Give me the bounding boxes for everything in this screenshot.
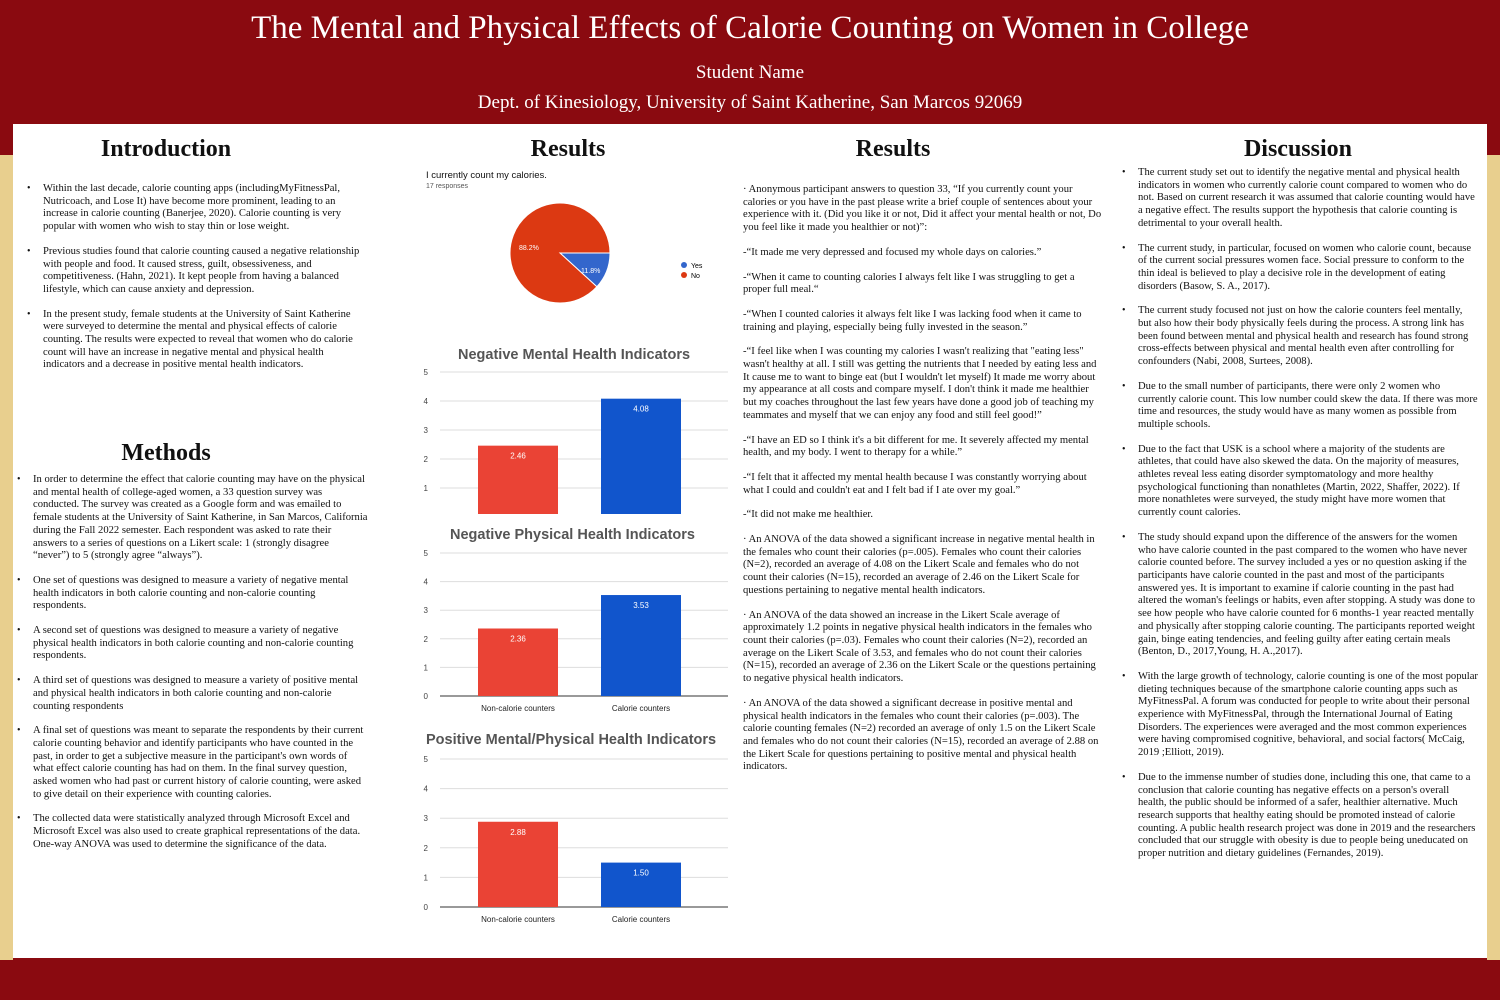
poster-title: The Mental and Physical Effects of Calorie Counting on Women in College — [251, 10, 1249, 46]
discussion-bullet: • The current study, in particular, focused on women who calorie count, because of the current social pressures women face. Social pressure to conform to the thin ideal is believed to play a decisive role in the development of eating disorders (Basow, S. A., 2017). — [1118, 243, 1478, 294]
legend-yes: Yes — [691, 263, 703, 270]
pie-slice-no — [510, 203, 610, 303]
bar-value-label: 2.88 — [510, 827, 526, 837]
results-paragraph: · An ANOVA of the data showed a significant decrease in positive mental and physical health indicators in the females who count their calories (p=.003). The calorie counting females (N=2) recorded an average of only 1.5 on the Likert Scale and females who do not count their calories (N=15), recorded an average of 2.88 on the Likert Scale for questions pertaining to positive mental and physical health indicators. — [743, 697, 1099, 773]
bar-value-label: 1.50 — [633, 868, 649, 878]
results-paragraph: -“When it came to counting calories I always felt like I was struggling to get a proper full meal.“ — [743, 271, 1075, 296]
legend-yes-marker — [681, 262, 687, 268]
y-tick-label: 3 — [423, 426, 428, 435]
discussion-bullet: • With the large growth of technology, calorie counting is one of the most popular dieting techniques because of the smartphone calorie counting apps such as MyFitnessPal. A forum was conducted for people to write about their personal experience with MyFitnessPal, through the International Journal of Eating Disorders. The experiences were averaged and the most common experiences were having compromised cognitive, behavioral, and social factors( McCaig, 2019 ;Elliott, 2019). — [1118, 671, 1478, 760]
y-tick-label: 3 — [423, 814, 428, 824]
y-tick-label: 0 — [423, 692, 428, 701]
discussion-bullet: • Due to the immense number of studies done, including this one, that came to a conclusion that calorie counting has negative effects on a person's overall health, the public should be informed of a safer, healthier alternative. Much research supports that healthy eating should be promoted instead of calorie counting. A public health research project was done in 2019 and the researchers concluded that our struggle with obesity is due to people being uneducated on proper nutrition and dietary guidelines (Fernandes, 2019). — [1118, 772, 1478, 861]
y-tick-label: 5 — [423, 755, 428, 764]
y-tick-label: 0 — [423, 903, 428, 912]
chart-title-positive: Positive Mental/Physical Health Indicators — [426, 732, 717, 748]
left-gold-border — [0, 155, 13, 960]
legend-no-marker — [681, 272, 687, 278]
methods-bullet: • In order to determine the effect that calorie counting may have on the physical and mental health of college-aged women, a 33 question survey was conducted. The survey was created as a Google form and was emailed to female students at the University of Saint Katherine, in San Marcos, California during the Fall 2022 semester. Each respondent was asked to rate their answers to a series of questions on a Likert scale: 1 (strongly disagree “never”) to 5 (strongly agree “always”). — [13, 474, 368, 563]
pie-subtitle: 17 responses — [426, 183, 469, 190]
pie-label-no: 88.2% — [519, 245, 539, 252]
poster-body — [13, 124, 1487, 958]
methods-bullet: • A second set of questions was designed to measure a variety of negative physical health indicators in both calorie counting and non-calorie counting respondents. — [13, 625, 368, 663]
x-category-label: Calorie counters — [611, 704, 671, 713]
bar-calorie-counters — [601, 595, 681, 696]
poster-header — [0, 0, 1500, 122]
results-paragraph: · An ANOVA of the data showed a significant increase in negative mental health in the females who count their calories (p=.005). Females who count their calories (N=2), recorded an average of 4.08 on the Likert Scale and females who do not count their calories (N=15), recorded an average of 2.46 on the Likert Scale for questions pertaining to negative mental health indicators. — [743, 534, 1095, 596]
methods-bullet: • A third set of questions was designed to measure a variety of positive mental and physical health indicators in both calorie counting and non-calorie counting respondents — [13, 675, 368, 713]
bar-calorie-counters — [601, 399, 681, 514]
pie-label-yes: 11.8% — [581, 268, 601, 275]
y-tick-label: 4 — [423, 577, 428, 587]
results-paragraph: -“It did not make me healthier. — [743, 509, 874, 521]
results-text — [743, 184, 1103, 786]
y-tick-label: 3 — [423, 606, 428, 616]
results-paragraph: · An ANOVA of the data showed an increase in the Likert Scale average of approximately 1.2 points in negative physical health indicators in the females who count their calories (p=.03). Females who count their calories (N=2), recorded an average on the Likert Scale of 3.53, and females who do not count their calories (N=15), recorded an average of 2.36 on the Likert Scale or the questions pertaining to negative physical health indicators. — [743, 609, 1096, 685]
results-paragraph: · Anonymous participant answers to question 33, “If you currently count your calories or you have in the past please write a brief couple of sentences about your experience with it. (Did you like it or not, Did it affect your mental health or not, Do you feel like it made you healthier or not)”: — [743, 184, 1102, 234]
introduction-bullet: • Previous studies found that calorie counting caused a negative relationship with people and food. It caused stress, guilt, obsessiveness, and competitiveness. (Hahn, 2021). It kept people from having a balanced lifestyle, which can cause anxiety and depression. — [23, 246, 363, 297]
x-category-label: Non-calorie counters — [481, 704, 555, 713]
y-tick-label: 5 — [423, 549, 428, 558]
chart-title-neg-physical: Negative Physical Health Indicators — [450, 527, 695, 543]
results-heading-1: Results — [530, 136, 606, 162]
discussion-bullet: • The current study focused not just on how the calorie counters feel mentally, but also how their body physically feels during the process. A strong link has been found between mental and physical health and research has found strong cross-effects between physical and mental health even after controlling for confounders (Nabi, 2008, Surtees, 2008). — [1118, 305, 1478, 369]
results-paragraph: -“I feel like when I was counting my calories I wasn't realizing that "eating less" wasn't healthy at all. I still was getting the nutrients that I needed by eating less and It cause me to want to binge eat (but I wouldn't let myself) It made me worry about my appearance at all costs and compare myself. I don't think it made me healthier but my coaches throughout the last few years have done a good job of teaching my teammates and myself that we can enjoy any food and still feel good!” — [743, 346, 1097, 421]
introduction-bullet: • Within the last decade, calorie counting apps (includingMyFitnessPal, Nutricoach, and Lose It) have become more prominent, leading to an increase in calorie counting (Banerjee, 2020). Calorie counting is very popular with women who wish to stay thin or lose weight. — [23, 183, 363, 234]
bar-chart-neg-mental — [398, 364, 738, 516]
y-tick-label: 1 — [423, 873, 428, 883]
discussion-bullet: • The current study set out to identify the negative mental and physical health indicators in women who currently calorie count compared to women who do not. Based on current research it was assumed that calorie counting would have a negative effect. The results support the hypothesis that calorie counting is detrimental to your overall health. — [1118, 167, 1478, 231]
methods-bullet: • One set of questions was designed to measure a variety of negative mental health indicators in both calorie counting and non-calorie counting respondents. — [13, 575, 368, 613]
legend-no: No — [691, 273, 700, 280]
results-paragraph: -“It made me very depressed and focused my whole days on calories.” — [743, 246, 1042, 258]
discussion-bullet: • Due to the small number of participants, there were only 2 women who currently calorie count. This low number could skew the data. If there was more time and resources, the study would have as many women as possible from multiple schools. — [1118, 381, 1478, 432]
methods-list — [13, 474, 368, 864]
department: Dept. of Kinesiology, University of Saint Katherine, San Marcos 92069 — [477, 92, 1023, 113]
results-paragraph: -“I have an ED so I think it's a bit different for me. It severely affected my mental health, and my body. I went to therapy for a while.” — [743, 434, 1089, 459]
y-tick-label: 1 — [423, 663, 428, 673]
right-gold-border — [1487, 155, 1500, 960]
chart-title-neg-mental: Negative Mental Health Indicators — [458, 347, 691, 363]
bar-chart-positive — [398, 749, 738, 929]
x-category-label: Calorie counters — [611, 915, 671, 924]
methods-heading: Methods — [121, 440, 211, 466]
discussion-list — [1118, 167, 1478, 873]
bar-value-label: 2.36 — [510, 634, 526, 644]
introduction-bullet: • In the present study, female students at the University of Saint Katherine were surveyed to determine the mental and physical effects of calorie counting. The results were expected to reveal that women who do calorie count will have an increase in negative mental and physical health indicators and a decrease in positive mental health indicators. — [23, 309, 363, 373]
bar-value-label: 2.46 — [510, 451, 526, 461]
y-tick-label: 1 — [423, 484, 428, 493]
methods-bullet: • A final set of questions was meant to separate the respondents by their current calorie counting behavior and identify participants who have counted in the past, in order to get a subjective measure in the participant's own words of what effect calorie counting has had on them. In the final survey question, asked women who had past or current history of calorie counting, were asked to give detail on their experience with counting calories. — [13, 725, 368, 801]
bar-value-label: 3.53 — [633, 601, 649, 611]
x-category-label: Non-calorie counters — [481, 915, 555, 924]
methods-bullet: • The collected data were statistically analyzed through Microsoft Excel and Microsoft Excel was also used to create graphical representations of the data. One-way ANOVA was used to determine the significance of the data. — [13, 813, 368, 851]
discussion-heading: Discussion — [1243, 136, 1353, 162]
results-paragraph: -“I felt that it affected my mental health because I was constantly worrying about what I could and couldn't eat and I felt bad if I ate over my goal.” — [743, 471, 1087, 496]
discussion-bullet: • The study should expand upon the difference of the answers for the women who have calorie counted in the past compared to the women who have never calorie counted before. The survey included a yes or no question asking if the participants have calorie counted in the past and most of the participants answered yes. It is important to examine if calorie counting in the past had altered the woman's feelings or habits, even after stopping. A study was done to see how people who have calorie counted for 6 months-1 year reacted mentally and physically after stopping calorie counting. The participants reported weight gain, binge eating tendencies, and feeling guilty after eating certain meals (Benton, D., 2017,Young, H. A.,2017). — [1118, 532, 1478, 659]
bar-value-label: 4.08 — [633, 404, 649, 414]
y-tick-label: 2 — [423, 634, 428, 644]
y-tick-label: 5 — [423, 368, 428, 377]
author-name: Student Name — [695, 62, 805, 83]
y-tick-label: 2 — [423, 455, 428, 464]
pie-chart — [398, 194, 738, 324]
bar-chart-neg-physical — [398, 544, 738, 719]
pie-title: I currently count my calories. — [426, 170, 547, 181]
results-paragraph: -“When I counted calories it always felt like I was lacking food when it came to training and playing, especially being fully invested in the season.” — [743, 308, 1082, 333]
introduction-list — [23, 183, 363, 384]
y-tick-label: 2 — [423, 843, 428, 853]
y-tick-label: 4 — [423, 397, 428, 406]
introduction-heading: Introduction — [100, 136, 232, 162]
results-heading-2: Results — [855, 136, 931, 162]
discussion-bullet: • Due to the fact that USK is a school where a majority of the students are athletes, that could have also skewed the data. On the majority of measures, athletes reveal less eating disorder symptomatology and more healthy psychological functioning than nonathletes (Martin, 2022, Shaffer, 2022). If more nonathletes were surveyed, the study might have more women that currently count calories. — [1118, 444, 1478, 520]
y-tick-label: 4 — [423, 784, 428, 794]
